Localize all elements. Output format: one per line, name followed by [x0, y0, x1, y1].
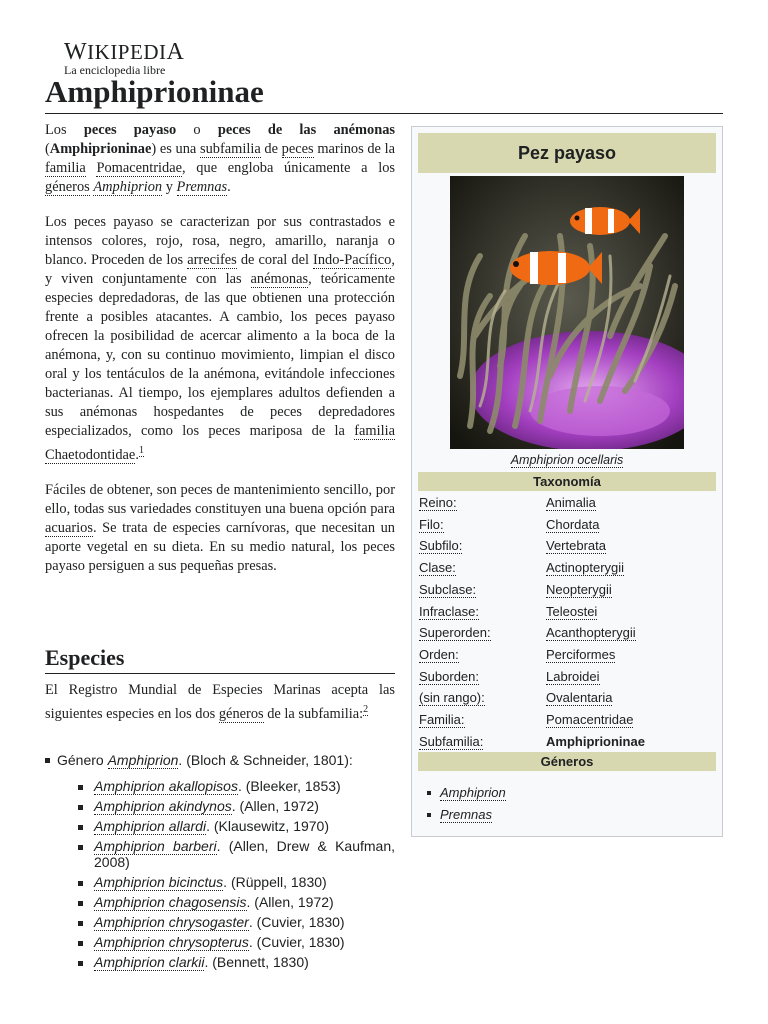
bullet [427, 813, 431, 817]
taxonomy-row [419, 557, 717, 578]
inline-link[interactable]: Amphiprion [93, 179, 163, 195]
species-item [78, 894, 395, 910]
bullet [45, 758, 50, 763]
species-link[interactable]: Amphiprion chrysopterus [94, 934, 249, 950]
species-authority: . (Allen, Drew & Kaufman, 2008) [94, 838, 395, 870]
title-divider [45, 113, 723, 114]
logo-tagline: La enciclopedia libre [64, 63, 166, 77]
rank-link[interactable]: Clase: [419, 560, 456, 576]
taxonomy-row [419, 644, 717, 665]
species-list [78, 778, 395, 974]
bullet [78, 805, 83, 810]
species-link[interactable]: Amphiprion barberi [94, 838, 217, 854]
genus-link[interactable]: Amphiprion [107, 752, 179, 768]
taxon-link[interactable]: Actinopterygii [546, 560, 625, 576]
inline-link[interactable]: peces [281, 141, 314, 157]
bullet [78, 825, 83, 830]
species-link[interactable]: Amphiprion akindynos [94, 798, 232, 814]
taxon-link[interactable]: Animalia [546, 495, 596, 510]
inline-link[interactable]: subfamilia [199, 141, 261, 157]
species-item [78, 874, 395, 890]
taxonomy-row [419, 601, 717, 622]
inline-link[interactable]: acuarios [45, 519, 93, 536]
rank-link[interactable]: Suborden: [419, 668, 479, 684]
bullet [427, 791, 431, 795]
bullet [78, 921, 83, 926]
rank-link[interactable]: (sin rango): [419, 690, 485, 706]
species-link[interactable]: Amphiprion allardi [94, 818, 207, 834]
caption-link[interactable]: Amphiprion ocellaris [510, 453, 624, 467]
bullet [78, 941, 83, 946]
species-item [78, 798, 395, 814]
inline-link[interactable]: géneros [45, 179, 90, 195]
species-authority: . (Bleeker, 1853) [237, 778, 341, 794]
taxonomy-row [419, 622, 717, 643]
intro-paragraph-1: Los peces payaso o peces de las anémonas (Amphiprioninae) es una subfamilia de peces marinos de la familia Pomacentridae, que engloba únicamente a los géneros Amphiprion y Premnas. [45, 122, 396, 195]
taxonomy-row [419, 492, 717, 513]
bullet [78, 845, 83, 850]
taxon-link[interactable]: Vertebrata [546, 538, 606, 554]
taxonomy-row [419, 666, 717, 687]
taxon-link[interactable]: Chordata [546, 516, 600, 532]
species-link[interactable]: Amphiprion chrysogaster [94, 914, 249, 930]
species-item [78, 934, 395, 950]
rank-link[interactable]: Reino: [419, 495, 457, 510]
rank-link[interactable]: Infraclase: [419, 603, 479, 619]
genus-list-item [440, 785, 506, 801]
taxon-link[interactable]: Acanthopterygii [546, 625, 636, 641]
especies-intro [45, 681, 395, 740]
rank-link[interactable]: Filo: [419, 516, 444, 532]
genera-list [440, 785, 506, 829]
taxonomy-row [419, 731, 717, 752]
species-item [78, 818, 395, 834]
taxon-link[interactable]: Neopterygii [546, 581, 612, 597]
genus-link[interactable]: Amphiprion [440, 785, 506, 800]
especies-paragraph: El Registro Mundial de Especies Marinas acepta las siguientes especies en los dos géneros de la subfamilia:$^2$ [45, 682, 395, 722]
taxon-link[interactable]: Pomacentridae [546, 712, 634, 727]
inline-link[interactable]: Indo-Pacífico [313, 252, 392, 268]
taxonomy-row [419, 687, 717, 708]
inline-link[interactable]: familia [354, 423, 395, 439]
taxobox [411, 126, 723, 837]
taxobox-title: Pez payaso [418, 133, 716, 173]
reference-link[interactable]: 1 [138, 445, 144, 456]
genus-suffix: . (Bloch & Schneider, 1801): [178, 752, 353, 768]
especies-heading: Especies [45, 645, 125, 670]
species-authority: . (Klausewitz, 1970) [206, 818, 330, 834]
species-authority: . (Allen, 1972) [246, 894, 334, 910]
genus-prefix: Género [57, 752, 108, 768]
taxonomy-row [419, 514, 717, 535]
species-authority: . (Cuvier, 1830) [248, 934, 345, 950]
rank-link[interactable]: Subfamilia: [419, 733, 484, 749]
inline-link[interactable]: Pomacentridae [96, 160, 182, 176]
intro-paragraph-2: Los peces payaso se caracterizan por sus contrastados e intensos colores, rojo, rosa, negro, amarillo, naranja o blanco. Proceden de los arrecifes de coral del Indo-Pacífico, y viven conjuntamente con las anémonas, teóricamente especies depredadoras, de las que obtienen una protección frente a posibles atacantes. A cambio, los peces payaso ofrecen la posibilidad de acercar alimento a la boca de la anémona, y, con su continuo movimiento, limpian el disco oral y los tentáculos de la anémona, evitándole infecciones bacterianas. Al tiempo, los ejemplares adultos defienden a sus anémonas hospedantes de peces depredadores especializados, como los peces mariposa de la familia Chaetodontidae.$^1$ [45, 214, 395, 463]
species-authority: . (Bennett, 1830) [204, 954, 309, 970]
clownfish-photo[interactable] [450, 176, 684, 449]
species-item [78, 954, 395, 970]
species-authority: . (Rüppell, 1830) [223, 874, 327, 890]
reference-link[interactable]: 2 [363, 704, 369, 715]
intro-section [45, 121, 395, 592]
species-authority: . (Cuvier, 1830) [248, 914, 345, 930]
rank-link[interactable]: Subclase: [419, 581, 477, 597]
taxonomy-row [419, 579, 717, 600]
taxonomy-header: Taxonomía [418, 472, 716, 491]
genus-link[interactable]: Premnas [440, 807, 493, 822]
inline-link[interactable]: arrecifes [187, 252, 237, 268]
inline-link[interactable]: géneros [218, 705, 264, 722]
species-link[interactable]: Amphiprion bicinctus [94, 874, 224, 890]
species-item [78, 838, 395, 870]
inline-link[interactable]: Premnas [176, 179, 228, 195]
inline-link[interactable]: Chaetodontidae [45, 446, 136, 463]
species-authority: . (Allen, 1972) [231, 798, 319, 814]
rank-link[interactable]: Superorden: [419, 625, 491, 641]
species-item [78, 914, 395, 930]
taxon-link[interactable]: Labroidei [546, 668, 600, 684]
species-link[interactable]: Amphiprion clarkii [94, 954, 205, 970]
rank-link[interactable]: Familia: [419, 712, 465, 727]
species-link[interactable]: Amphiprion chagosensis [94, 894, 247, 910]
taxon-link[interactable]: Perciformes [546, 646, 616, 662]
rank-link[interactable]: Subfilo: [419, 538, 463, 554]
taxon-link[interactable]: Ovalentaria [546, 690, 613, 706]
page-title: Amphiprioninae [45, 74, 264, 109]
species-link[interactable]: Amphiprion akallopisos [94, 778, 238, 794]
photo-caption [418, 452, 716, 468]
inline-link[interactable]: familia [45, 160, 86, 176]
bullet [78, 785, 83, 790]
wikipedia-logo[interactable] [64, 41, 184, 77]
bullet [78, 881, 83, 886]
intro-paragraph-3: Fáciles de obtener, son peces de mantenimiento sencillo, por ello, todas sus variedades constituyen una buena opción para acuarios. Se trata de especies carnívoras, que necesitan un aporte vegetal en su dieta. En su medio natural, los peces payaso persiguen a sus pequeñas presas. [45, 481, 395, 574]
especies-divider [45, 673, 395, 674]
genus-item [57, 751, 353, 770]
bullet [78, 901, 83, 906]
taxonomy-row [419, 535, 717, 556]
taxon-link[interactable]: Teleostei [546, 603, 598, 619]
genus-list-item [440, 807, 506, 823]
species-item [78, 778, 395, 794]
taxonomy-row [419, 709, 717, 730]
logo-wordmark: WIKIPEDIA [64, 39, 185, 65]
genera-header: Géneros [418, 752, 716, 771]
inline-link[interactable]: anémonas [250, 271, 309, 287]
taxon-current: Amphiprioninae [546, 733, 645, 749]
bullet [78, 961, 83, 966]
rank-link[interactable]: Orden: [419, 646, 459, 662]
